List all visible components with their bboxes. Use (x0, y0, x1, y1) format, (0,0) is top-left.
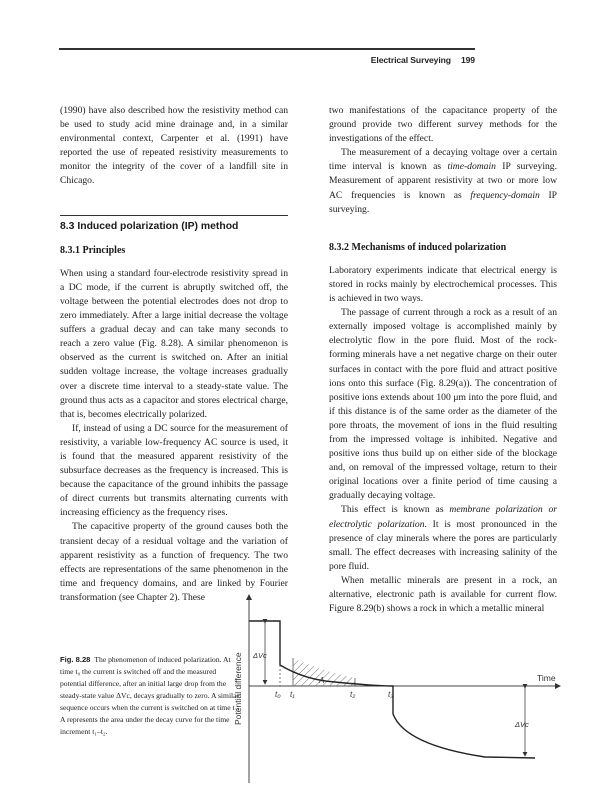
x-axis-label: Time (537, 673, 556, 683)
text-run: The measurement of a decaying voltage over a certain time interval is known as (329, 147, 557, 173)
delta-vc-bottom-label: ΔVc (515, 720, 529, 729)
figure-label: Fig. 8.28 (60, 655, 91, 664)
header-rule (59, 48, 475, 50)
section-heading: 8.3 Induced polarization (IP) method (60, 215, 288, 234)
page-number: 199 (460, 55, 475, 65)
tick-label-t1: t₁ (290, 690, 295, 699)
tick-label-t3: t₃ (388, 690, 394, 699)
paragraph-membrane (329, 503, 557, 573)
text-run: . It is most pronounced in the presence of clay minerals where the pores are particularly small. The effect decreases with increasing salinity of the pore fluid. (329, 518, 557, 572)
left-column (60, 104, 288, 605)
caption-text: The phenomenon of induced polarization. At time t₀ the current is switched off and the measured potential difference, after an initial large drop from the steady-state value ΔVc, decays gradually to zero. A similar sequence occurs when the current is switched on at time t₃. A represents the area under the decay curve for the time increment t₁–t₂. (60, 655, 240, 736)
text-run: This effect is known as (341, 504, 450, 516)
text-run: IP surveying. (329, 189, 557, 215)
text-run: IP surveying. Measurement of apparent resistivity at two or more low AC frequencies is known as (329, 161, 557, 201)
emphasis: frequency-domain (470, 189, 540, 201)
paragraph: The capacitive property of the ground causes both the transient decay of a residual voltage and the variation of apparent resistivity as a function of frequency. The two effects are representations of the same phenomenon in the time and frequency domains, and are linked by Fourier transformation (see Chapter 2). These (60, 521, 288, 603)
paragraph: When using a standard four-electrode resistivity spread in a DC mode, if the current is abruptly switched off, the voltage between the potential electrodes does not drop to zero immediately. After a large initial decrease the voltage suffers a gradual decay and can take many seconds to reach a zero value (Fig. 8.28). A similar phenomenon is observed as the current is switched on. After an initial sudden voltage increase, the voltage increases gradually over a discrete time interval to a steady-state value. The ground thus acts as a capacitor and stores electrical charge, that is, becomes electrically polarized. (60, 267, 288, 420)
figure-caption (60, 654, 240, 738)
paragraph: Laboratory experiments indicate that electrical energy is stored in rocks mainly by electrochemical processes. This is achieved in two ways. (329, 264, 557, 305)
right-column (329, 104, 557, 616)
delta-vc-top-label: ΔVc (253, 651, 267, 660)
subsection-heading-principles: 8.3.1 Principles (60, 244, 126, 256)
paragraph: If, instead of using a DC source for the measurement of resistivity, a variable low-frequency AC source is used, it is found that the measured apparent resistivity of the subsurface decreases as the frequency is increased. This is because the capacitance of the ground inhibits the passage of direct currents but transmits alternating currents with increasing efficiency as the frequency rises. (60, 422, 288, 519)
y-axis-label: Potential difference (233, 652, 243, 725)
paragraph: When metallic minerals are present in a rock, an alternative, electronic path is available for current flow. Figure 8.29(b) shows a rock in which a metallic mineral (329, 574, 557, 615)
emphasis: membrane polarization or electrolytic polarization (329, 504, 557, 530)
figure-ip-decay-diagram (225, 585, 565, 785)
tick-label-t0: t₀ (275, 690, 281, 699)
paragraph: The passage of current through a rock as a result of an externally imposed voltage is accomplished mainly by electrolytic flow in the pore fluid. Most of the rock-forming minerals have a net negative charge on their outer surfaces in contact with the pore fluid and attract positive ions onto this surface (Fig. 8.29(a)). The concentration of positive ions extends about 100 μm into the pore fluid, and if this distance is of the same order as the diameter of the pore throats, the movement of ions in the fluid resulting from the impressed voltage is inhibited. Negative and positive ions thus build up on either side of the blockage and, on removal of the impressed voltage, return to their original locations over a finite period of time causing a gradually decaying voltage. (329, 307, 557, 502)
subsection-heading-mechanisms: 8.3.2 Mechanisms of induced polarization (329, 241, 507, 253)
tick-label-t2: t₂ (350, 690, 356, 699)
running-head (371, 55, 475, 65)
paragraph-continued: two manifestations of the capacitance property of the ground provide two different survey methods for the investigations of the effect. (329, 105, 557, 145)
paragraph-intro: (1990) have also described how the resistivity method can be used to study acid mine drainage and, in a similar environmental context, Carpenter et al. (1991) have reported the use of repeated resistivity measurements to monitor the integrity of the cover of a landfill site in Chicago. (60, 105, 288, 187)
running-title: Electrical Surveying (370, 55, 451, 65)
area-label: A (319, 676, 325, 685)
emphasis: time-domain (447, 161, 496, 173)
paragraph-time-domain (329, 146, 557, 216)
